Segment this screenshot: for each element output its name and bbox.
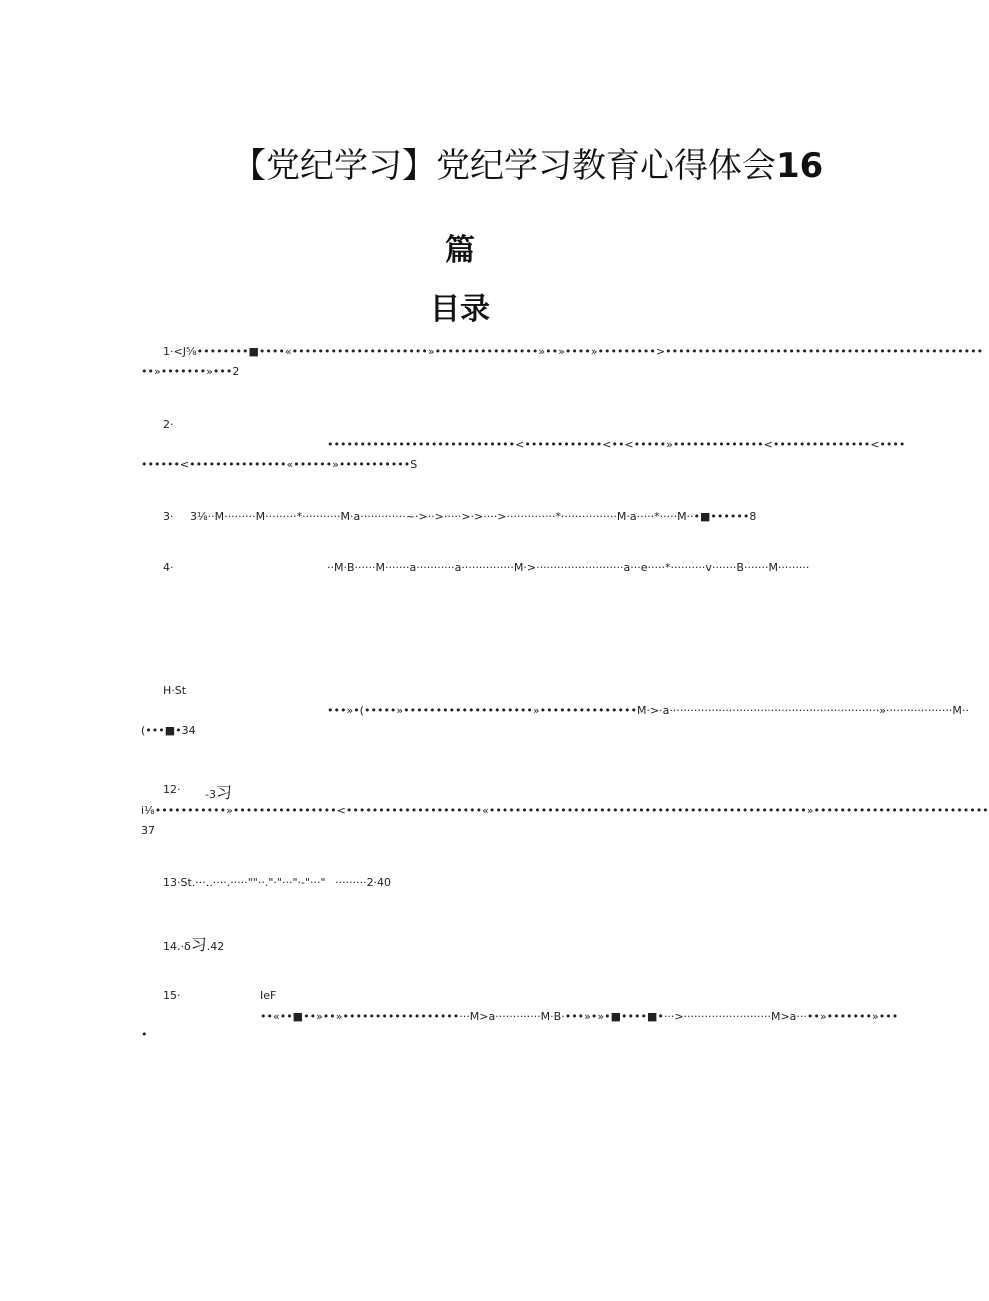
- toc-entry-12-title[interactable]: [205, 780, 232, 803]
- toc-entry-5-number[interactable]: H·St: [163, 684, 187, 697]
- toc-entry-14-char: 习: [190, 935, 207, 954]
- toc-entry-12-line1[interactable]: i⅛•••••••••••»••••••••••••••••<•••••••••••••••••••••«•••••••••••••••••••••••••••••••••••••••••••••••••»•••••••••••••••••••••••••••: [141, 804, 989, 817]
- toc-entry-5-line1[interactable]: •••»•(•••••»••••••••••••••••••••»•••••••••••••••M·>·a····························································»···················M··: [327, 704, 969, 717]
- toc-entry-14-page: .42: [206, 940, 225, 953]
- toc-entry-12-fragment: -3: [205, 788, 216, 801]
- title-number: 16: [776, 146, 824, 186]
- toc-entry-3-text[interactable]: 3⅛··M·········M·········*···········M·a·············~·>··>·····>·>····>··············*················M·a·····*·····M··•■••••••8: [190, 510, 757, 523]
- toc-entry-12-char: 习: [215, 783, 232, 802]
- toc-entry-5-line2[interactable]: (•••■•34: [141, 724, 196, 737]
- toc-entry-15-line1[interactable]: ••«••■••»••»••••••••••••••••••···M>a·············M·B·•••»•»•■••••■•···>·························M>a···••»•••••••»•••: [260, 1010, 899, 1023]
- toc-entry-1-line2[interactable]: ••»•••••••»•••2: [141, 365, 240, 378]
- toc-entry-14-prefix: 14.·δ: [163, 940, 191, 953]
- title-continuation: 篇: [445, 233, 475, 268]
- toc-entry-4-text[interactable]: ··M·B······M·······a···········a···············M·>·························a···e·····*··········v·······B·······M·········: [327, 561, 810, 574]
- toc-entry-13[interactable]: [163, 876, 391, 889]
- document-title: [232, 138, 824, 187]
- toc-entry-13-page: ·········2·40: [335, 876, 392, 889]
- toc-entry-12-line2[interactable]: 37: [141, 824, 155, 837]
- toc-entry-2-line2[interactable]: ••••••<•••••••••••••••«••••••»•••••••••••S: [141, 458, 418, 471]
- toc-entry-3-number[interactable]: 3·: [163, 510, 174, 523]
- toc-entry-15-fragment[interactable]: IeF: [260, 989, 277, 1002]
- toc-entry-14[interactable]: [163, 932, 224, 955]
- toc-entry-15-number[interactable]: 15·: [163, 989, 181, 1002]
- toc-entry-2-number[interactable]: 2·: [163, 418, 174, 431]
- toc-entry-1-line1[interactable]: 1·<J⅝••••••••■••••«•••••••••••••••••••••»••••••••••••••••»••»••••»•••••••••>•••••••••••••••••••••••••••••••••••••••••••••••••: [163, 345, 984, 358]
- toc-entry-13-text: 13·St.···..····.·····""··."·"···"·-"···": [163, 876, 326, 889]
- toc-entry-4-number[interactable]: 4·: [163, 561, 174, 574]
- title-main: 【党纪学习】党纪学习教育心得体会: [232, 146, 776, 186]
- toc-entry-2-line1[interactable]: •••••••••••••••••••••••••••••<••••••••••••<••<•••••»••••••••••••••<•••••••••••••••<••••: [327, 438, 906, 451]
- toc-entry-15-line2[interactable]: •: [141, 1028, 148, 1041]
- toc-heading: 目录: [430, 292, 490, 327]
- toc-entry-12-number[interactable]: 12·: [163, 783, 181, 796]
